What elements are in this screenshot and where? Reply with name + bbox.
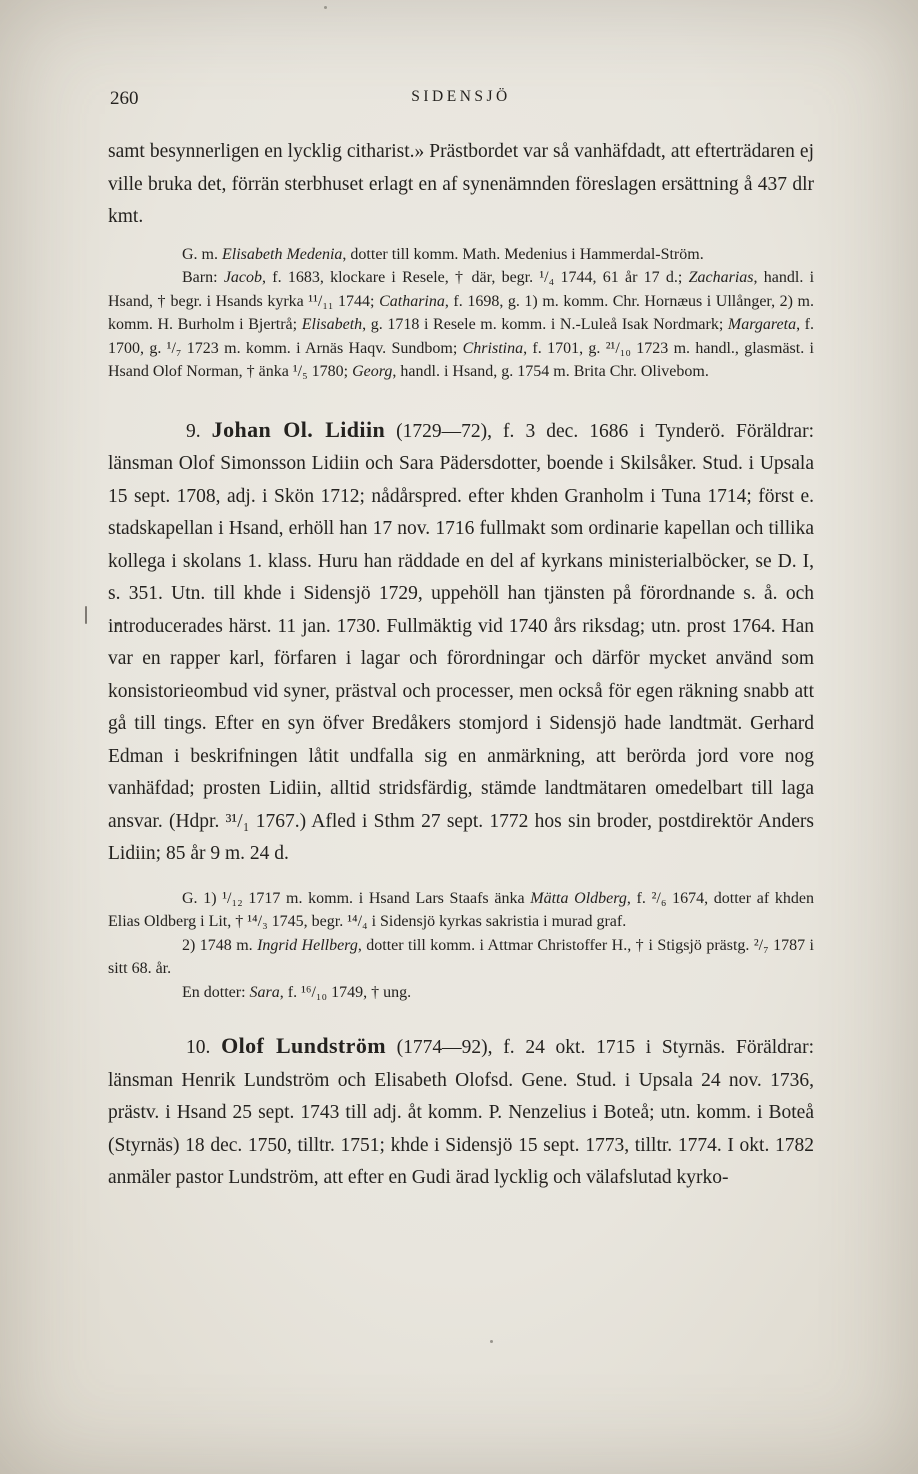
running-title: SIDENSJÖ (411, 88, 511, 105)
text-block (108, 88, 814, 1195)
scan-artifact-scratch (85, 606, 87, 624)
children-note: Barn: Jacob, f. 1683, klockare i Resele, † där, begr. ¹/₄ 1744, 61 år 17 d.; Zacharias, handl. i Hsand, † begr. i Hsands kyrka ¹¹/₁₁ 1744; Catharina, f. 1698, g. 1) m. komm. Chr. Hornæus i Ullånger, 2) m. komm. H. Burholm i Bjertrå; Elisabeth, g. 1718 i Resele m. komm. i N.-Luleå Isak Nordmark; Margareta, f. 1700, g. ¹/₇ 1723 m. komm. i Arnäs Haqv. Sundbom; Christina, f. 1701, g. ²¹/₁₀ 1723 m. handl., glasmäst. i Hsand Olof Norman, † änka ¹/₅ 1780; Georg, handl. i Hsand, g. 1754 m. Brita Chr. Olivebom. (108, 269, 815, 380)
genealogy-note-lidiin (108, 887, 814, 1005)
running-header (108, 88, 814, 114)
second-marriage-note: 2) 1748 m. Ingrid Hellberg, dotter till komm. i Attmar Christoffer H., † i Stigsjö prästg. ²/₇ 1787 i sitt 68. år. (108, 936, 814, 977)
daughter-note: En dotter: Sara, f. ¹⁶/₁₀ 1749, † ung. (182, 983, 412, 1001)
marriage-note: G. m. Elisabeth Medenia, dotter till komm. Math. Medenius i Hammerdal-Ström. (182, 245, 704, 263)
page-number: 260 (110, 88, 139, 109)
genealogy-note-medenia (108, 243, 814, 384)
first-marriage-note: G. 1) ¹/₁₂ 1717 m. komm. i Hsand Lars Staafs änka Mätta Oldberg, f. ²/₆ 1674, dotter af khden Elias Oldberg i Lit, † ¹⁴/₃ 1745, begr. ¹⁴/₄ i Sidensjö kyrkas sakristia i murad graf. (108, 889, 814, 930)
scan-artifact-dot (490, 1340, 493, 1343)
scan-artifact-speck (324, 6, 327, 9)
paragraph-intro: samt besynnerligen en lycklig citharist.» Prästbordet var så vanhäfdadt, att efterträdaren ej ville bruka det, förrän sterbhuset erlagt en af synenämnden föreslagen ersättning å 437 dlr kmt. (108, 141, 814, 227)
entry-9-johan-lidiin: 9. Johan Ol. Lidiin (1729—72), f. 3 dec. 1686 i Tynderö. Föräldrar: länsman Olof Simonsson Lidiin och Sara Pädersdotter, boende i Skilsåker. Stud. i Upsala 15 sept. 1708, adj. i Skön 1712; nådårspred. efter khden Granholm i Tuna 1714; först e. stadskapellan i Hsand, erhöll han 17 nov. 1716 fullmakt som ordinarie kapellan och tillika kollega i skolans 1. klass. Huru han räddade en del af kyrkans ministerialböcker, se D. I, s. 351. Utn. till khde i Sidensjö 1729, uppehöll han tjänsten på förordnande s. å. och introducerades härst. 11 jan. 1730. Fullmäktig vid 1740 års riksdag; utn. prost 1764. Han var en rapper karl, förfaren i lagar och förordningar och därför mycket använd som konsistorieombud vid syner, prästval och processer, men också för egen räkning snabb att gå till tings. Efter en syn öfver Bredåkers stomjord i Sidensjö hade landtmät. Gerhard Edman i beskrifningen låtit undfalla sig en anmärkning, att berörda jord vore nog vanhäfdad; prosten Lidiin, alltid stridsfärdig, stämde landtmätaren omedelbart till laga ansvar. (Hdpr. ³¹/₁ 1767.) Afled i Sthm 27 sept. 1772 hos sin broder, postdirektör Anders Lidiin; 85 år 9 m. 24 d. (108, 416, 814, 864)
entry-10-olof-lundstrom: 10. Olof Lundström (1774—92), f. 24 okt. 1715 i Styrnäs. Föräldrar: länsman Henrik Lundström och Elisabeth Olofsd. Gene. Stud. i Upsala 24 nov. 1736, prästv. i Hsand 25 sept. 1743 till adj. åt komm. P. Nenzelius i Boteå; utn. komm. i Boteå (Styrnäs) 18 dec. 1750, tilltr. 1751; khde i Sidensjö 15 sept. 1773, tilltr. 1774. I okt. 1782 anmäler pastor Lundström, att efter en Gudi ärad lycklig och välafslutad kyrko- (108, 1033, 814, 1188)
